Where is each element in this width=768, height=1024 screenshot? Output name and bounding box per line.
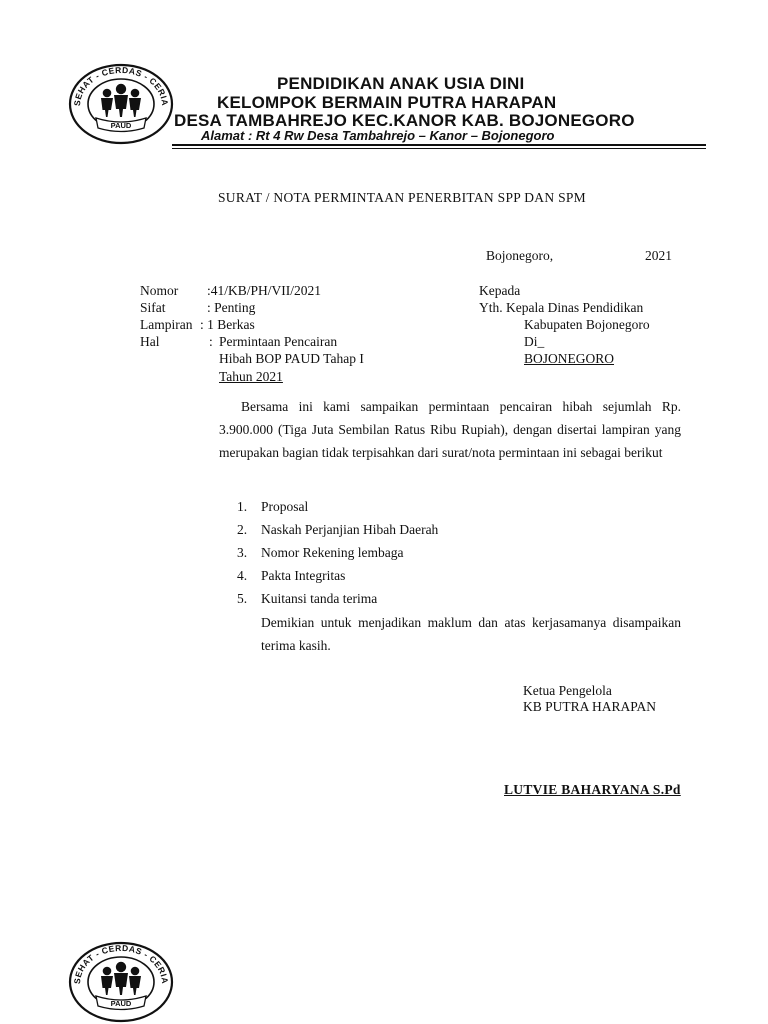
letterhead-address: Alamat : Rt 4 Rw Desa Tambahrejo – Kanor – Bojonegoro bbox=[201, 128, 555, 143]
letterhead-rule-thick bbox=[172, 144, 706, 146]
hal-line-2: Hibah BOP PAUD Tahap I bbox=[219, 351, 364, 366]
recipient-line-3: Di_ bbox=[524, 334, 545, 349]
sifat-label: Sifat bbox=[140, 300, 166, 315]
letterhead-line-3: DESA TAMBAHREJO KEC.KANOR KAB. BOJONEGORO bbox=[174, 111, 635, 130]
lampiran-label: Lampiran bbox=[140, 317, 193, 332]
recipient-kepada: Kepada bbox=[479, 283, 521, 298]
hal-line-3: Tahun 2021 bbox=[219, 369, 283, 384]
list-item bbox=[237, 499, 308, 515]
logo-banner-text: PAUD bbox=[110, 121, 132, 130]
lampiran-value: : 1 Berkas bbox=[200, 317, 255, 332]
signature-name: LUTVIE BAHARYANA S.Pd bbox=[504, 782, 681, 797]
list-number: 1. bbox=[237, 499, 248, 514]
letter-title: SURAT / NOTA PERMINTAAN PENERBITAN SPP DAN SPM bbox=[218, 190, 586, 205]
list-text: Nomor Rekening lembaga bbox=[261, 545, 404, 560]
list-item bbox=[237, 522, 438, 538]
list-text: Naskah Perjanjian Hibah Daerah bbox=[261, 522, 439, 537]
nomor-value: :41/KB/PH/VII/2021 bbox=[207, 283, 322, 298]
list-number: 4. bbox=[237, 568, 248, 583]
logo-banner-text: PAUD bbox=[110, 999, 132, 1008]
list-text: Proposal bbox=[261, 499, 309, 514]
list-number: 2. bbox=[237, 522, 248, 537]
recipient-line-2: Kabupaten Bojonegoro bbox=[524, 317, 650, 332]
paud-logo-bottom-icon bbox=[66, 940, 176, 1024]
nomor-label: Nomor bbox=[140, 283, 179, 298]
hal-line-1: Permintaan Pencairan bbox=[219, 334, 338, 349]
date-year: 2021 bbox=[645, 248, 672, 263]
paud-logo-icon bbox=[66, 62, 176, 146]
letterhead-line-1: PENDIDIKAN ANAK USIA DINI bbox=[277, 74, 525, 93]
body-paragraph: Bersama ini kami sampaikan permintaan pencairan hibah sejumlah Rp. 3.900.000 (Tiga Juta Sembilan Ratus Ribu Rupiah), dengan disertai lampiran yang merupakan bagian tidak terpisahkan dari surat/nota permintaan ini sebagai berikut bbox=[219, 399, 681, 460]
list-text: Pakta Integritas bbox=[261, 568, 346, 583]
place: Bojonegoro, bbox=[486, 248, 554, 263]
list-text: Kuitansi tanda terima bbox=[261, 591, 378, 606]
sifat-value: : Penting bbox=[207, 300, 256, 315]
list-item bbox=[237, 568, 345, 584]
list-item bbox=[237, 545, 403, 561]
list-item bbox=[237, 591, 377, 607]
closing-paragraph: Demikian untuk menjadikan maklum dan atas kerjasamanya disampaikan terima kasih. bbox=[261, 615, 681, 653]
logo-ring-text: SEHAT - CERDAS - CERIA bbox=[71, 64, 171, 107]
recipient-line-4: BOJONEGORO bbox=[524, 351, 615, 366]
signature-role: Ketua Pengelola bbox=[523, 683, 612, 698]
hal-colon: : bbox=[209, 334, 213, 349]
letterhead-rule-thin bbox=[172, 148, 706, 149]
letterhead-line-2: KELOMPOK BERMAIN PUTRA HARAPAN bbox=[217, 93, 557, 112]
signature-org: KB PUTRA HARAPAN bbox=[523, 699, 657, 714]
hal-label: Hal bbox=[140, 334, 160, 349]
list-number: 3. bbox=[237, 545, 248, 560]
logo-ring-text: SEHAT - CERDAS - CERIA bbox=[71, 942, 171, 985]
list-number: 5. bbox=[237, 591, 248, 606]
recipient-line-1: Yth. Kepala Dinas Pendidikan bbox=[479, 300, 644, 315]
